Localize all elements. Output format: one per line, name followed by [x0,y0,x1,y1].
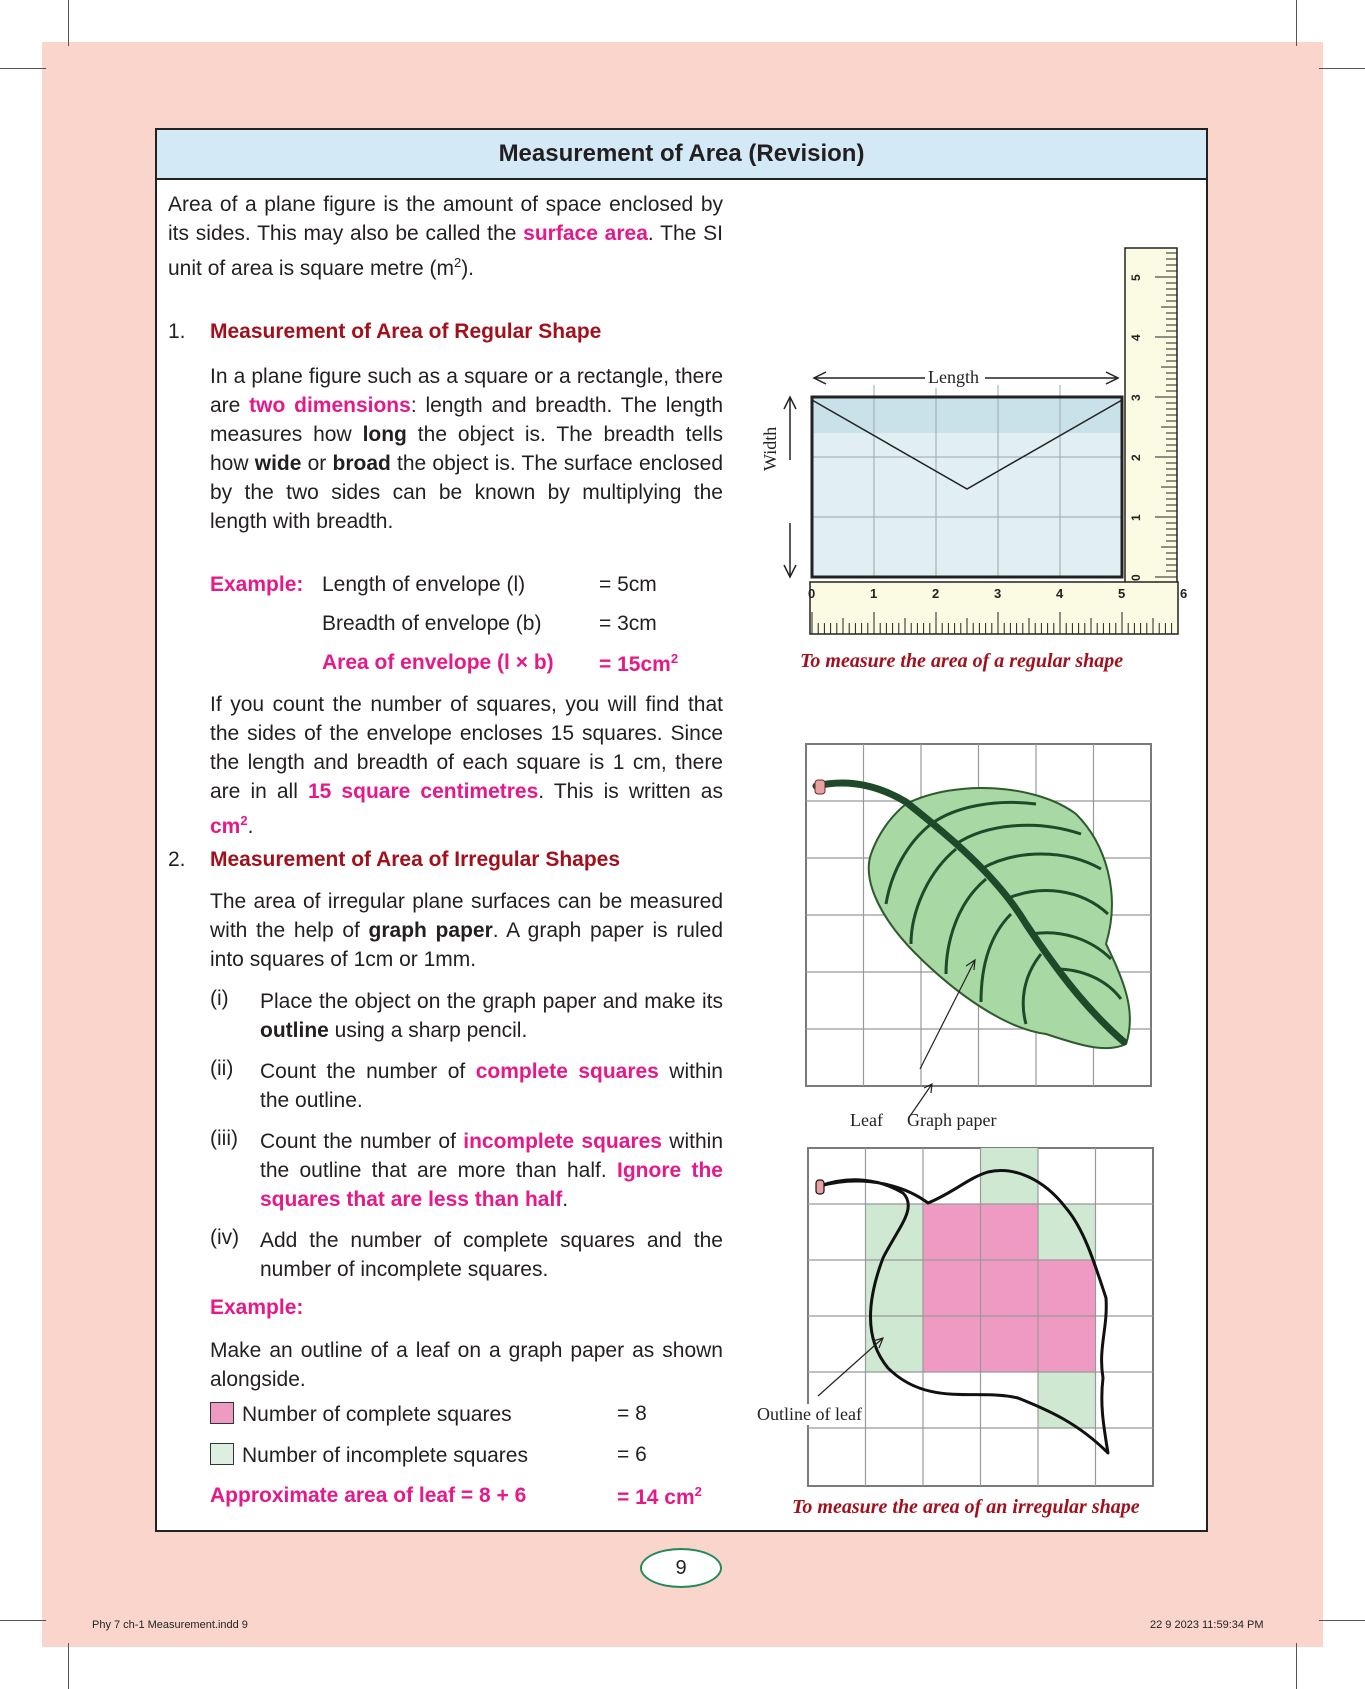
page-number: 9 [640,1548,722,1588]
step3-number: (iii) [210,1127,238,1150]
ruler-v-label: 4 [1129,334,1143,341]
ruler-v-label: 3 [1129,394,1143,401]
crop-mark [68,0,69,46]
ruler-h-label: 5 [1118,586,1126,601]
example2-label: Example: [210,1296,304,1319]
legend-complete-value: = 8 [617,1402,647,1425]
section2-paragraph: The area of irregular plane surfaces can be measured with the help of graph paper. A graph paper is ruled into squares of 1cm or 1mm. [210,890,724,971]
crop-mark [0,1620,46,1621]
ruler-v-label: 5 [1129,274,1143,281]
example1-breadth-label: Breadth of envelope (b) [322,612,542,635]
envelope-figure [770,240,1190,670]
step2-text: Count the number of complete squares within the outline. [260,1060,723,1112]
crop-mark [0,68,46,69]
ruler-v-label: 1 [1129,514,1143,521]
length-label: Length [925,367,982,388]
section1-number: 1. [168,320,186,343]
example1-area-label: Area of envelope (l × b) [322,651,554,674]
example1-breadth-value: = 3cm [599,612,657,635]
section2-number: 2. [168,848,186,871]
leaf-graph-figure [806,744,1154,1089]
step1-number: (i) [210,987,229,1010]
slug-timestamp: 22 9 2023 11:59:34 PM [1150,1619,1264,1631]
regular-shape-caption: To measure the area of a regular shape [800,650,1124,672]
surface-area-term: surface area [523,222,648,245]
slug-file-name: Phy 7 ch-1 Measurement.indd 9 [92,1619,248,1631]
legend-incomplete-value: = 6 [617,1443,647,1466]
legend-complete: Number of complete squares [210,1402,512,1427]
crop-mark [1319,1620,1365,1621]
step3-text: Count the number of incomplete squares within the outline that are more than half. Ignore the squares that are less than half. [260,1130,723,1211]
example1-label: Example: [210,573,304,596]
example1-length-value: = 5cm [599,573,657,596]
ruler-h-label: 4 [1056,586,1064,601]
ruler-h-label: 2 [932,586,940,601]
graph-paper-label: Graph paper [907,1110,997,1130]
crop-mark [1319,68,1365,69]
ruler-v-label: 0 [1129,574,1143,581]
incomplete-square-swatch [210,1443,234,1465]
section1-heading: Measurement of Area of Regular Shape [210,320,602,343]
crop-mark [1296,0,1297,46]
example1-length-label: Length of envelope (l) [322,573,526,596]
crop-mark [68,1643,69,1689]
example2-text: Make an outline of a leaf on a graph paper as shown alongside. [210,1339,723,1391]
approximate-area-value: = 14 $cm^2$ [617,1484,702,1509]
section1-paragraph: In a plane figure such as a square or a rectangle, there are two dimensions: length and breadth. The length measures how long the object is. The breadth tells how wide or broad the object is. The surface enclosed by the two sides can be known by multiplying the length with breadth. [210,365,724,533]
leaf-label: Leaf [850,1110,883,1130]
approximate-area-label: Approximate area of leaf = 8 + 6 [210,1484,527,1507]
step4-text: Add the number of complete squares and the number of incomplete squares. [260,1229,723,1281]
ruler-h-label: 1 [870,586,878,601]
leaf-outline-figure [808,1148,1156,1490]
width-label: Width [760,424,781,474]
section2-heading: Measurement of Area of Irregular Shapes [210,848,621,871]
legend-incomplete: Number of incomplete squares [210,1443,528,1468]
outline-of-leaf-label: Outline of leaf [757,1404,862,1424]
ruler-h-label: 6 [1180,586,1188,601]
ruler-h-label: 0 [808,586,816,601]
step1-text: Place the object on the graph paper and make its outline using a sharp pencil. [260,990,723,1042]
intro-paragraph: Area of a plane figure is the amount of space enclosed by its sides. This may also be called the surface area. The SI unit of area is square metre $(m^2)$. [168,193,723,280]
step4-number: (iv) [210,1226,240,1249]
complete-square-swatch [210,1402,234,1424]
page-title: Measurement of Area (Revision) [157,130,1206,180]
crop-mark [1296,1643,1297,1689]
ruler-v-label: 2 [1129,454,1143,461]
ruler-h-label: 3 [994,586,1002,601]
section1-count-paragraph: If you count the number of squares, you will find that the sides of the envelope encloses 15 squares. Since the length and breadth of each square is 1 cm, there are in all 15 square centimetres. This is written as $cm^2$. [210,693,723,838]
step2-number: (ii) [210,1057,234,1080]
irregular-shape-caption: To measure the area of an irregular shape [792,1496,1140,1518]
example1-area-value: = $15cm^2$ [599,651,679,676]
